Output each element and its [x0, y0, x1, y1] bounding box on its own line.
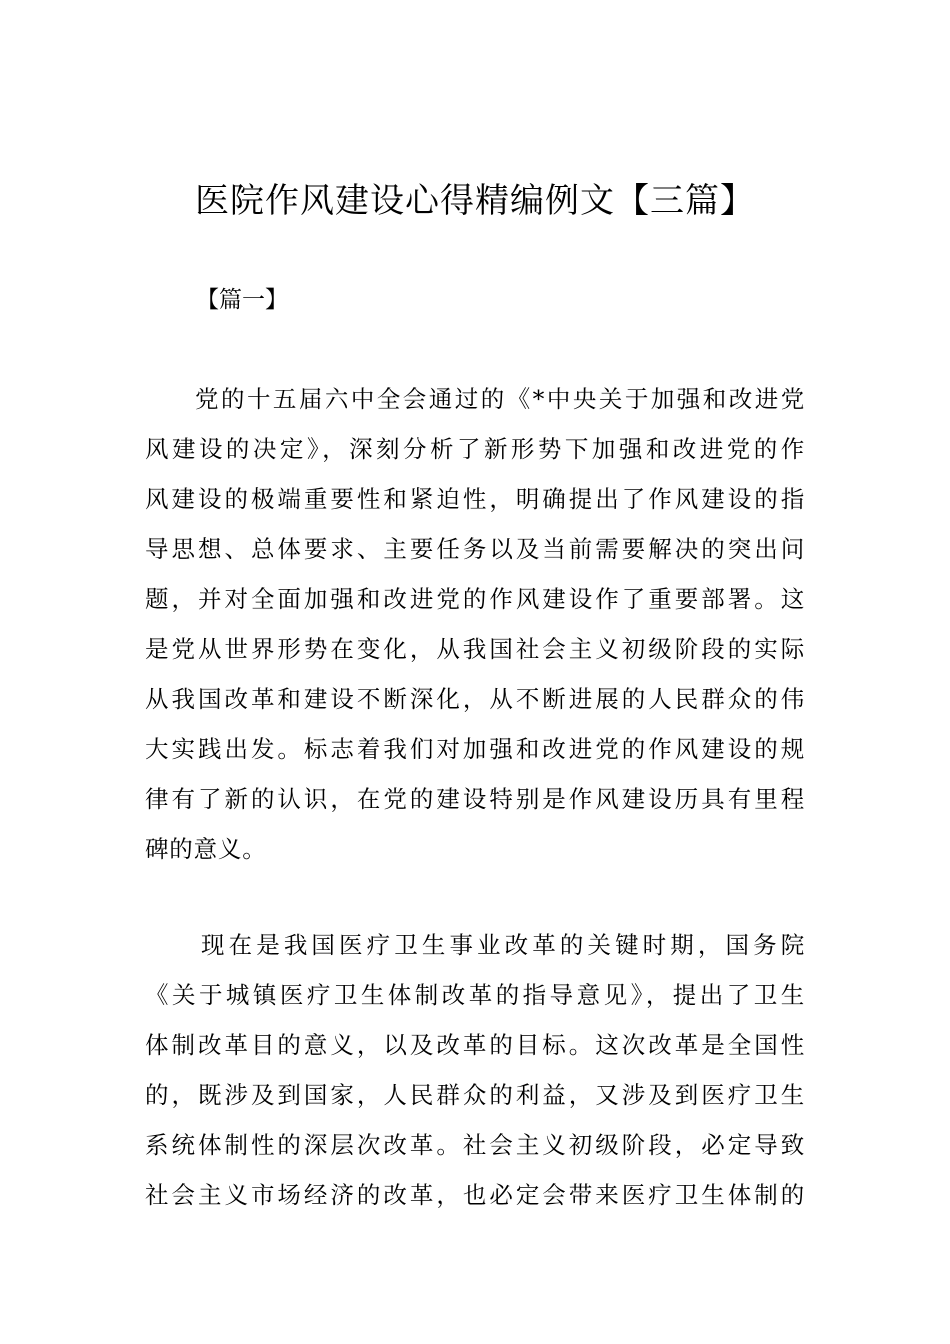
paragraph-line: 题，并对全面加强和改进党的作风建设作了重要部署。这 — [145, 585, 805, 613]
paragraph-line: 是党从世界形势在变化，从我国社会主义初级阶段的实际 — [145, 635, 805, 663]
paragraph-line: 系统体制性的深层次改革。社会主义初级阶段，必定导致 — [145, 1131, 805, 1159]
paragraph-line: 风建设的极端重要性和紧迫性，明确提出了作风建设的指 — [145, 485, 805, 513]
paragraph-line: 导思想、总体要求、主要任务以及当前需要解决的突出问 — [145, 535, 805, 563]
paragraph-line: 的，既涉及到国家，人民群众的利益，又涉及到医疗卫生 — [145, 1081, 805, 1109]
paragraph-line: 《关于城镇医疗卫生体制改革的指导意见》，提出了卫生 — [145, 981, 805, 1009]
paragraph-line: 党的十五届六中全会通过的《*中央关于加强和改进党 — [195, 385, 805, 413]
paragraph-line: 社会主义市场经济的改革，也必定会带来医疗卫生体制的 — [145, 1181, 805, 1209]
paragraph-line: 律有了新的认识，在党的建设特别是作风建设历具有里程 — [145, 785, 805, 813]
paragraph-1 — [145, 374, 805, 874]
document-title: 医院作风建设心得精编例文【三篇】 — [195, 181, 755, 221]
paragraph-line: 现在是我国医疗卫生事业改革的关键时期，国务院 — [201, 931, 805, 959]
paragraph-line: 大实践出发。标志着我们对加强和改进党的作风建设的规 — [145, 735, 805, 763]
paragraph-line: 碑的意义。 — [145, 835, 267, 863]
section-label: 【篇一】 — [196, 287, 288, 313]
paragraph-2 — [145, 920, 805, 1220]
paragraph-line: 从我国改革和建设不断深化，从不断进展的人民群众的伟 — [145, 685, 805, 713]
paragraph-line: 风建设的决定》，深刻分析了新形势下加强和改进党的作 — [145, 435, 805, 463]
paragraph-line: 体制改革目的意义，以及改革的目标。这次改革是全国性 — [145, 1031, 805, 1059]
